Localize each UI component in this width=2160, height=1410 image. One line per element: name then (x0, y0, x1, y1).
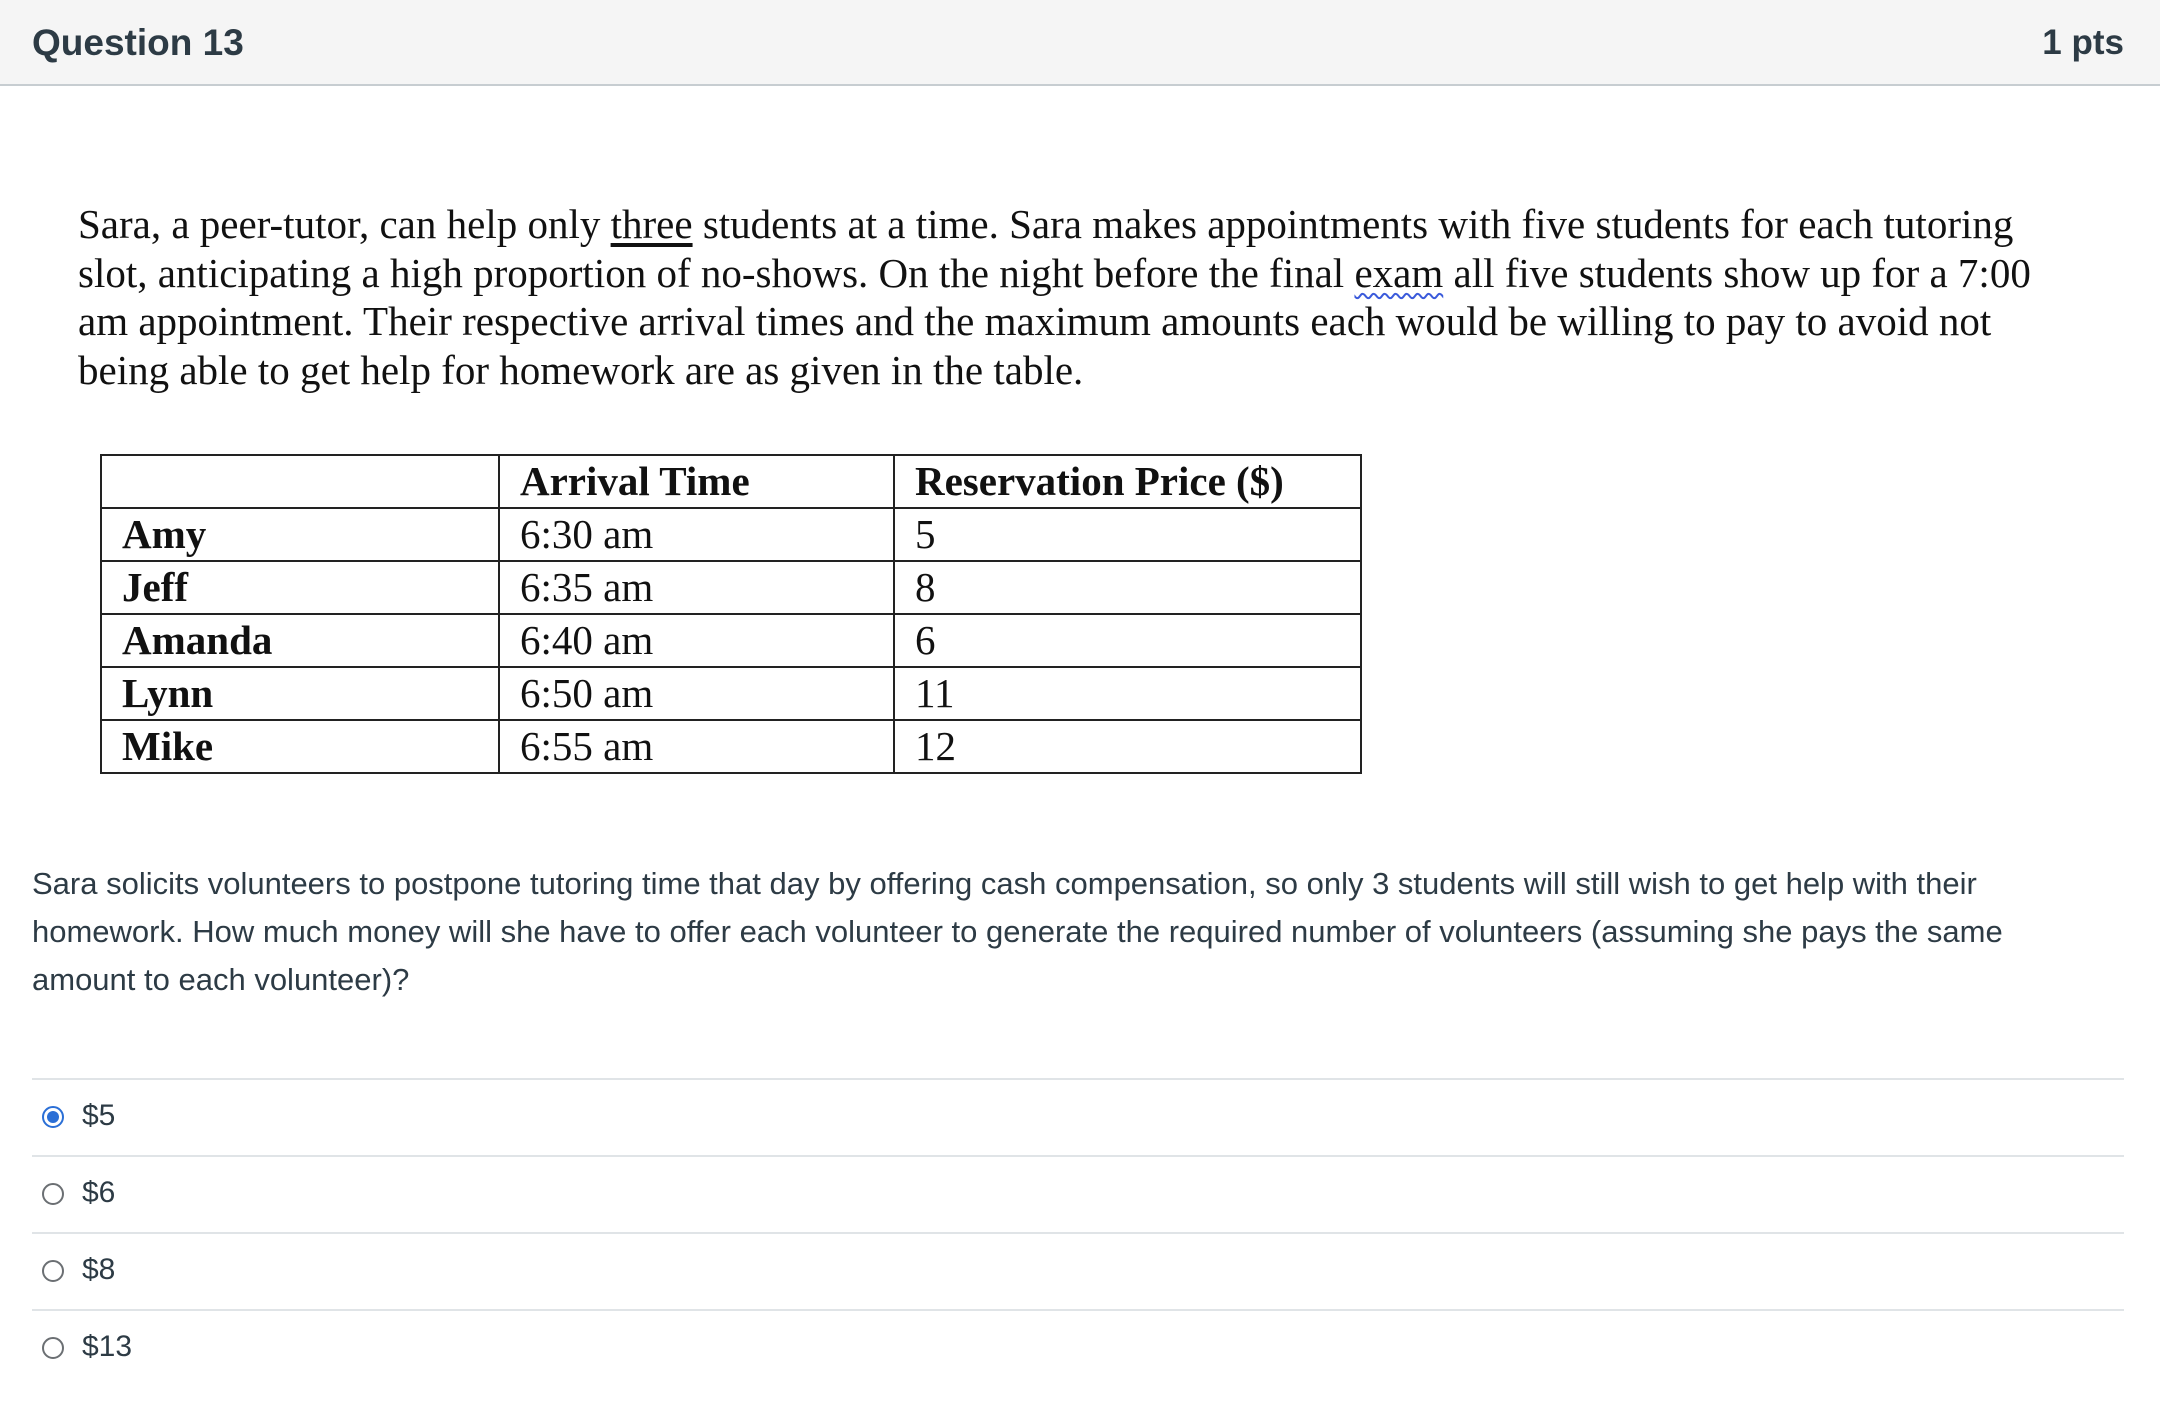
answer-option-2[interactable] (32, 1155, 2124, 1232)
radio-button[interactable] (42, 1183, 64, 1205)
arrival-time: 6:40 am (499, 614, 894, 667)
question-header (0, 0, 2160, 86)
arrival-time: 6:55 am (499, 720, 894, 773)
reservation-table (100, 454, 1362, 774)
question-points: 1 pts (2042, 23, 2124, 62)
spellcheck-word: exam (1354, 249, 1444, 296)
question-prompt: Sara solicits volunteers to postpone tutoring time that day by offering cash compensation, so only 3 students will still wish to get help with their homework. How much money will she have to offer each volunteer to generate the required number of volunteers (assuming she pays the same amount to each volunteer)? (32, 866, 2003, 997)
table-row (101, 667, 1361, 720)
passage-line-1: Sara, a peer-tutor, can help only three students at a time. Sara makes appointments with five students for each tutoring (78, 201, 2014, 247)
answer-list (32, 1078, 2124, 1386)
answer-label[interactable]: $6 (82, 1176, 116, 1209)
arrival-time: 6:30 am (499, 508, 894, 561)
table-row (101, 614, 1361, 667)
answer-option-3[interactable] (32, 1232, 2124, 1309)
reservation-price: 11 (894, 667, 1361, 720)
table-header-blank (101, 455, 499, 508)
table-row (101, 508, 1361, 561)
passage-line-3: am appointment. Their respective arrival times and the maximum amounts each would be willing to pay to avoid not (78, 298, 1992, 344)
arrival-time: 6:50 am (499, 667, 894, 720)
table-row (101, 720, 1361, 773)
question-image (78, 200, 2078, 394)
answer-option-4[interactable] (32, 1309, 2124, 1386)
table-row (101, 561, 1361, 614)
student-name: Mike (101, 720, 499, 773)
table-header-arrival: Arrival Time (499, 455, 894, 508)
answer-label[interactable]: $5 (82, 1099, 116, 1132)
table-header-price: Reservation Price ($) (894, 455, 1361, 508)
student-name: Amy (101, 508, 499, 561)
arrival-time: 6:35 am (499, 561, 894, 614)
reservation-price: 8 (894, 561, 1361, 614)
answer-option-1[interactable] (32, 1078, 2124, 1155)
student-name: Lynn (101, 667, 499, 720)
table-header-row (101, 455, 1361, 508)
reservation-price: 6 (894, 614, 1361, 667)
underlined-word: three (610, 201, 693, 247)
student-name: Jeff (101, 561, 499, 614)
passage-line-4: being able to get help for homework are as given in the table. (78, 346, 1084, 393)
scenario-passage (78, 200, 2078, 394)
radio-button-selected[interactable] (42, 1106, 64, 1128)
answer-label[interactable]: $8 (82, 1253, 116, 1286)
radio-button[interactable] (42, 1260, 64, 1282)
reservation-price: 12 (894, 720, 1361, 773)
question-title: Question 13 (32, 22, 244, 63)
radio-button[interactable] (42, 1337, 64, 1359)
answer-label[interactable]: $13 (82, 1330, 133, 1363)
student-name: Amanda (101, 614, 499, 667)
reservation-price: 5 (894, 508, 1361, 561)
passage-line-2: slot, anticipating a high proportion of no-shows. On the night before the final exam all five students show up for a 7:00 (78, 249, 2031, 296)
